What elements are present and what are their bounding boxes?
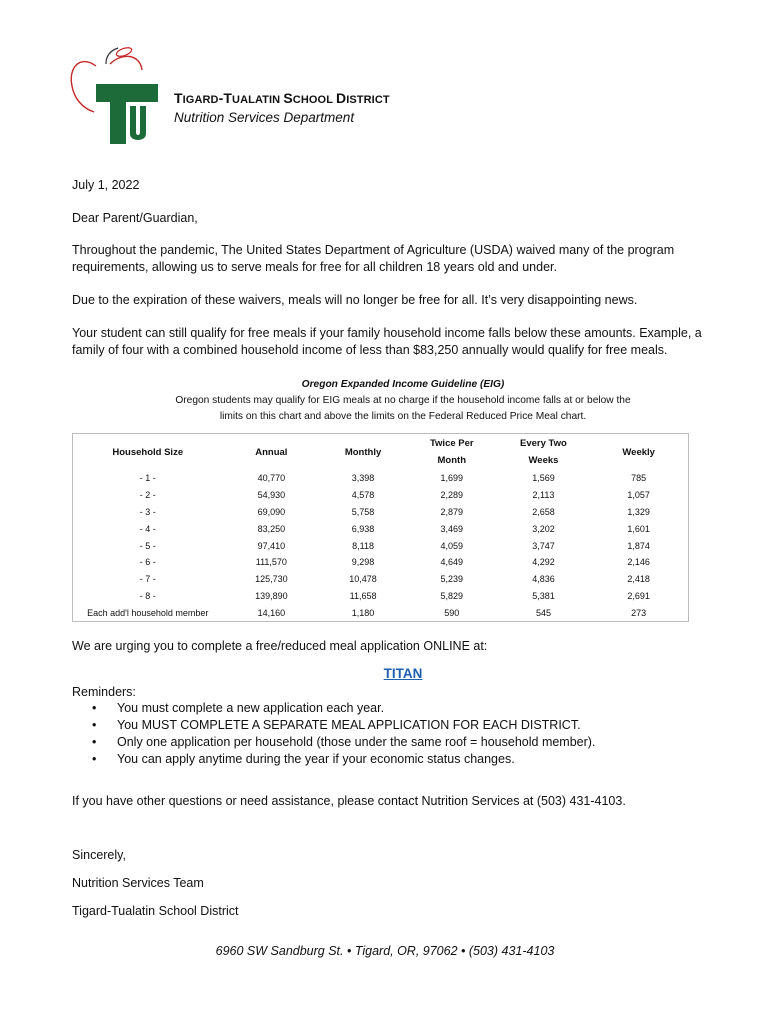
paragraph-qualify: Your student can still qualify for free meals if your family household income falls below these amounts. Example, a family of four with a combined household income of less than $83,250 annually would qualify for free meals. <box>72 326 702 357</box>
table-row <box>73 470 689 487</box>
cell-monthly: 1,180 <box>351 607 375 618</box>
cell-annual: 125,730 <box>255 574 288 585</box>
cell-annual: 40,770 <box>257 473 286 484</box>
signature-team: Nutrition Services Team <box>72 876 204 890</box>
cell-size: - 4 - <box>139 523 156 534</box>
bullet-icon: • <box>92 701 97 715</box>
bullet-icon: • <box>92 752 97 766</box>
district-logo-icon <box>66 44 162 148</box>
cell-weekly: 2,418 <box>627 574 650 585</box>
cell-monthly: 3,398 <box>351 473 375 484</box>
cell-twice-month: 2,289 <box>440 490 464 501</box>
department-name: Nutrition Services Department <box>174 110 355 125</box>
cell-weekly: 1,874 <box>627 540 650 551</box>
cell-weekly: 2,691 <box>627 590 650 601</box>
letter-date: July 1, 2022 <box>72 178 140 192</box>
cell-twice-month: 4,059 <box>440 540 464 551</box>
cell-two-weeks: 2,113 <box>532 490 555 501</box>
header-every-two-weeks: Every Two Weeks <box>520 438 567 466</box>
cell-monthly: 11,658 <box>349 590 377 601</box>
cell-annual: 111,570 <box>255 557 287 568</box>
paragraph-usda: Throughout the pandemic, The United States Department of Agriculture (USDA) waived many of the program requirements, allowing us to serve meals for free for all children 18 years old and under. <box>72 243 675 274</box>
cell-annual: 14,160 <box>257 607 286 618</box>
cell-annual: 54,930 <box>257 490 286 501</box>
reminder-text: Only one application per household (those under the same roof = household member). <box>117 735 596 749</box>
cell-annual: 83,250 <box>257 523 286 534</box>
table-row <box>73 520 689 537</box>
cell-size: - 1 - <box>139 473 156 484</box>
cell-monthly: 5,758 <box>351 506 375 517</box>
footer-address: 6960 SW Sandburg St. • Tigard, OR, 97062 • (503) 431-4103 <box>215 944 555 958</box>
closing-sincerely: Sincerely, <box>72 848 126 862</box>
header-twice-per-month: Twice Per Month <box>429 438 474 466</box>
header-household-size: Household Size <box>112 446 184 458</box>
table-row <box>73 537 689 554</box>
table-row <box>73 604 689 621</box>
cell-annual: 97,410 <box>257 540 286 551</box>
paragraph-waivers: Due to the expiration of these waivers, meals will no longer be free for all. It’s very disappointing news. <box>72 293 638 307</box>
cell-twice-month: 5,829 <box>440 590 464 601</box>
header-weekly: Weekly <box>622 446 655 458</box>
bullet-icon: • <box>92 718 97 732</box>
list-item <box>92 734 737 751</box>
cell-two-weeks: 545 <box>535 607 551 618</box>
cell-two-weeks: 3,747 <box>532 540 555 551</box>
eig-table <box>72 433 689 622</box>
cell-two-weeks: 2,658 <box>532 506 555 517</box>
cell-monthly: 9,298 <box>351 557 375 568</box>
reminders-heading: Reminders: <box>72 685 136 699</box>
cell-monthly: 8,118 <box>352 540 374 551</box>
cell-annual: 139,890 <box>255 590 288 601</box>
cell-weekly: 273 <box>631 607 647 618</box>
cell-monthly: 4,578 <box>351 490 375 501</box>
eig-title: Oregon Expanded Income Guideline (EIG) <box>301 379 505 390</box>
signature-district: Tigard-Tualatin School District <box>72 904 239 918</box>
eig-description-line1: Oregon students may qualify for EIG meals at no charge if the household income falls at or below the <box>175 395 631 406</box>
apply-online-text: We are urging you to complete a free/reduced meal application ONLINE at: <box>72 639 488 653</box>
reminder-text: You must complete a new application each year. <box>117 701 385 715</box>
table-row <box>73 487 689 504</box>
cell-two-weeks: 3,202 <box>532 523 555 534</box>
cell-weekly: 2,146 <box>627 557 650 568</box>
cell-weekly: 1,601 <box>627 523 650 534</box>
header-monthly: Monthly <box>344 446 382 458</box>
greeting: Dear Parent/Guardian, <box>72 211 198 225</box>
cell-weekly: 1,329 <box>627 506 650 517</box>
table-row <box>73 554 689 571</box>
cell-twice-month: 3,469 <box>440 523 464 534</box>
list-item <box>92 717 737 734</box>
reminders-list <box>72 700 737 768</box>
cell-twice-month: 590 <box>444 607 460 618</box>
cell-size: - 7 - <box>139 574 156 585</box>
cell-twice-month: 5,239 <box>440 574 464 585</box>
cell-size: - 5 - <box>139 540 156 551</box>
eig-table-header <box>73 434 689 471</box>
header-annual: Annual <box>255 446 288 458</box>
cell-size: - 3 - <box>139 506 156 517</box>
table-row <box>73 588 689 605</box>
district-name: TIGARD-TUALATIN SCHOOL DISTRICT <box>174 90 390 106</box>
cell-twice-month: 1,699 <box>440 473 464 484</box>
cell-two-weeks: 4,836 <box>532 574 555 585</box>
cell-size: - 6 - <box>139 557 156 568</box>
cell-twice-month: 4,649 <box>440 557 464 568</box>
reminder-text: You MUST COMPLETE A SEPARATE MEAL APPLICATION FOR EACH DISTRICT. <box>117 718 581 732</box>
list-item <box>92 751 737 768</box>
table-row <box>73 504 689 521</box>
cell-weekly: 785 <box>631 473 647 484</box>
cell-monthly: 10,478 <box>349 574 377 585</box>
eig-description-line2: limits on this chart and above the limits on the Federal Reduced Price Meal chart. <box>219 411 587 422</box>
cell-size: - 8 - <box>139 590 156 601</box>
cell-monthly: 6,938 <box>351 523 375 534</box>
titan-link[interactable]: TITAN <box>383 666 423 681</box>
cell-size: Each add'l household member <box>87 607 209 618</box>
cell-two-weeks: 1,569 <box>532 473 555 484</box>
table-row <box>73 571 689 588</box>
bullet-icon: • <box>92 735 97 749</box>
cell-size: - 2 - <box>139 490 156 501</box>
cell-two-weeks: 4,292 <box>532 557 555 568</box>
contact-paragraph: If you have other questions or need assistance, please contact Nutrition Services at (503) 431-4103. <box>72 794 626 808</box>
cell-twice-month: 2,879 <box>440 506 464 517</box>
reminder-text: You can apply anytime during the year if your economic status changes. <box>117 752 515 766</box>
cell-annual: 69,090 <box>257 506 286 517</box>
cell-weekly: 1,057 <box>627 490 650 501</box>
cell-two-weeks: 5,381 <box>532 590 555 601</box>
list-item <box>92 700 737 717</box>
